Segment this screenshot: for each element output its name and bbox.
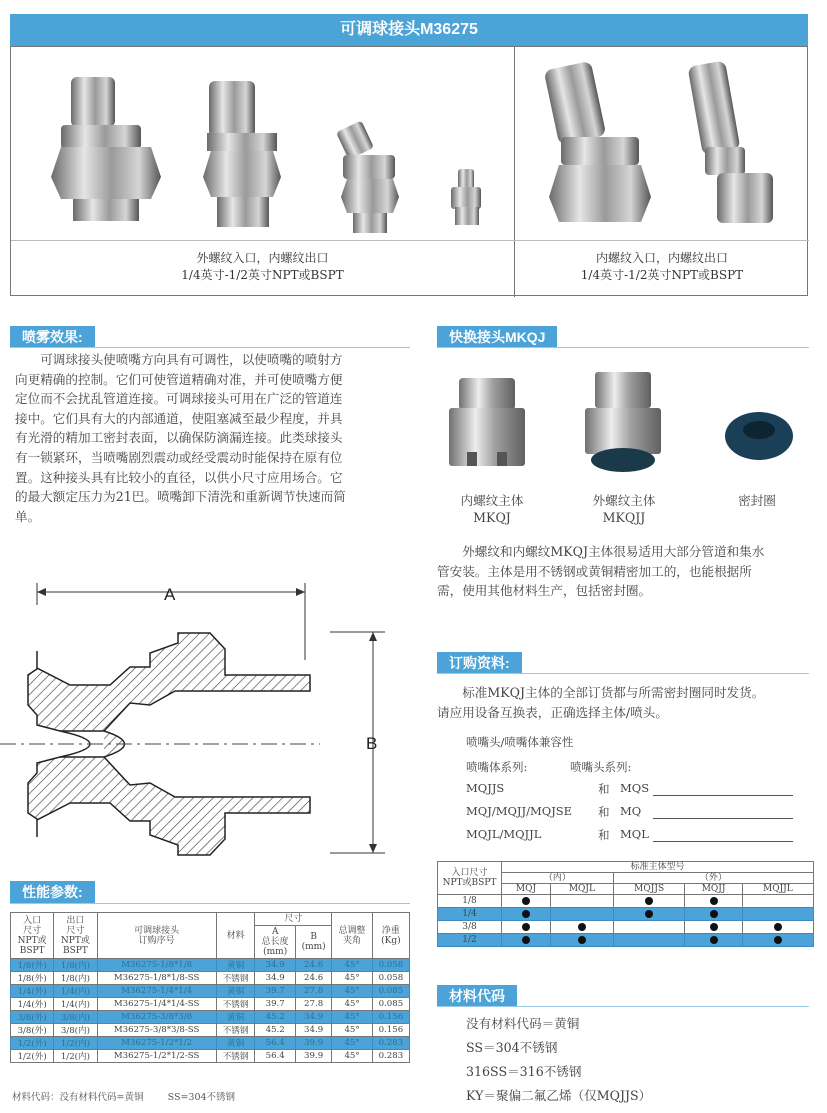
availability-dot-icon	[522, 923, 530, 931]
compat-head-3: MQL	[620, 827, 649, 841]
std-mark-cell	[551, 895, 614, 908]
std-mark-cell	[551, 934, 614, 947]
compat-body-2: MQJ/MQJJ/MQJSE	[466, 804, 573, 818]
fitting-photos	[11, 47, 809, 240]
compat-and-1: 和	[598, 782, 610, 796]
std-mark-cell	[685, 934, 742, 947]
material-line: 没有材料代码＝黄铜	[466, 1016, 580, 1031]
quick-coupling-heading: 快换接头MKQJ	[437, 326, 557, 348]
table-row: 1/8(外) 1/8(内) M36275-1/8*1/8 黄铜 34.9 24.6 45° 0.058	[11, 959, 410, 972]
availability-dot-icon	[522, 936, 530, 944]
std-size-cell: 3/8	[438, 921, 502, 934]
availability-dot-icon	[774, 923, 782, 931]
std-mark-cell	[685, 895, 742, 908]
std-size-cell: 1/2	[438, 934, 502, 947]
dim-label-b: B	[366, 734, 378, 753]
std-row	[438, 895, 814, 908]
col-outlet: 出口 尺寸 NPT或 BSPT	[54, 913, 97, 959]
table-row: 3/8(外) 3/8(内) M36275-3/8*3/8 黄铜 45.2 34.9 45° 0.156	[11, 1011, 410, 1024]
std-size-cell: 1/4	[438, 908, 502, 921]
ball-joint-photo-4	[451, 169, 481, 225]
std-title: 标准主体型号	[502, 862, 814, 873]
compat-head-1: MQS	[620, 781, 650, 795]
col-a: A 总长度 (mm)	[255, 926, 295, 959]
availability-dot-icon	[522, 897, 530, 905]
availability-dot-icon	[710, 910, 718, 918]
body-series-label: 喷嘴体系列:	[466, 760, 528, 774]
material-line: SS＝304不锈钢	[466, 1040, 558, 1055]
order-info-text: 标准MKQJ主体的全部订货都与所需密封圈同时发货。 请应用设备互换表，正确选择主体/喷头。	[437, 685, 765, 720]
std-mark-cell	[502, 908, 551, 921]
coupling-photos	[437, 360, 809, 485]
head-series-label: 喷嘴头系列:	[570, 760, 632, 774]
availability-dot-icon	[645, 910, 653, 918]
std-mark-cell	[551, 921, 614, 934]
col-angle: 总调整 夹角	[332, 913, 372, 959]
left-caption: 外螺纹入口，内螺纹出口 1/4英寸-1/2英寸NPT或BSPT	[181, 251, 344, 282]
seal-ring-photo	[725, 412, 793, 460]
std-size-cell: 1/8	[438, 895, 502, 908]
availability-dot-icon	[774, 936, 782, 944]
ball-joint-photo-2	[203, 81, 281, 227]
std-mark-cell	[613, 921, 685, 934]
col-order: 可调球接头 订购序号	[97, 913, 216, 959]
std-mark-cell	[613, 934, 685, 947]
material-code-heading: 材料代码	[437, 985, 517, 1007]
spray-effect-heading: 喷雾效果:	[10, 326, 95, 348]
compat-title: 喷嘴头/喷嘴体兼容性	[466, 735, 574, 749]
col-material: 材料	[216, 913, 255, 959]
availability-dot-icon	[645, 897, 653, 905]
std-row	[438, 921, 814, 934]
std-mark-cell	[551, 908, 614, 921]
std-mark-cell	[742, 908, 813, 921]
page-title: 可调球接头M36275	[10, 14, 808, 46]
availability-dot-icon	[522, 910, 530, 918]
availability-dot-icon	[710, 897, 718, 905]
ball-joint-photo-3	[336, 120, 399, 233]
std-mark-cell	[742, 921, 813, 934]
compat-body-3: MQJL/MQJJL	[466, 827, 542, 841]
dim-label-a: A	[164, 585, 176, 604]
ball-joint-photo-6	[687, 60, 773, 223]
cross-section-diagram	[0, 575, 415, 865]
mkqj-label: 内螺纹主体 MKQJ	[460, 493, 524, 525]
seal-label: 密封圈	[738, 493, 776, 508]
std-col-mqjjl: MQJJL	[742, 884, 813, 895]
std-mark-cell	[742, 934, 813, 947]
table-row: 1/4(外) 1/4(内) M36275-1/4*1/4 黄铜 39.7 27.8 45° 0.085	[11, 985, 410, 998]
table-row: 1/2(外) 1/2(内) M36275-1/2*1/2 黄铜 56.4 39.9 45° 0.283	[11, 1037, 410, 1050]
std-mark-cell	[502, 921, 551, 934]
std-outer: （外）	[613, 873, 813, 884]
std-mark-cell	[502, 934, 551, 947]
std-col-mqjj: MQJJ	[685, 884, 742, 895]
std-col-mqjjs: MQJJS	[613, 884, 685, 895]
std-col-inlet: 入口尺寸 NPT或BSPT	[438, 862, 502, 895]
performance-heading: 性能参数:	[10, 881, 95, 903]
compat-and-3: 和	[598, 828, 610, 842]
table-row: 1/2(外) 1/2(内) M36275-1/2*1/2-SS 不锈钢 56.4 39.9 45° 0.283	[11, 1050, 410, 1063]
std-mark-cell	[613, 908, 685, 921]
availability-dot-icon	[578, 923, 586, 931]
std-row	[438, 908, 814, 921]
order-info-heading: 订购资料:	[437, 652, 522, 674]
table-row: 1/4(外) 1/4(内) M36275-1/4*1/4-SS 不锈钢 39.7 27.8 45° 0.085	[11, 998, 410, 1011]
ball-joint-photo-5	[544, 61, 651, 222]
std-inner: （内）	[502, 873, 614, 884]
coupling-text: 外螺纹和内螺纹MKQJ主体很易适用大部分管道和集水 管安装。主体是用不锈钢或黄铜精密加工的，也能根据所 需，使用其他材料生产，包括密封圈。	[437, 544, 765, 599]
col-b: B (mm)	[295, 926, 331, 959]
mkqjj-label: 外螺纹主体 MKQJJ	[592, 493, 656, 525]
std-mark-cell	[685, 921, 742, 934]
compat-and-2: 和	[598, 805, 610, 819]
col-weight: 净重 (Kg)	[372, 913, 409, 959]
material-footnote: 材料代码：没有材料代码=黄铜 SS=304不锈钢	[12, 1092, 236, 1103]
availability-dot-icon	[578, 936, 586, 944]
std-mark-cell	[502, 895, 551, 908]
spray-effect-text: 可调球接头使喷嘴方向具有可调性，以使喷嘴的喷射方 向更精确的控制。它们可使管道精确对准，并可使喷嘴方便 定位而不会扰乱管道连接。可调球接头可用在广泛的管道连 接中。它们具有大的内部通道，使阻塞减至最少程度，并具 有光滑的精加工密封表面，以确保防滴漏连接。此类球接头 有一锁紧环，当喷嘴剧烈震动或经受震动时能保持在原有位 置。这种接头具有比较小的直径，以供小尺寸应用场合。它 的最大额定压力为21巴。喷嘴卸下清洗和重新调节快速而简 单。	[15, 352, 346, 524]
standard-body-table	[437, 861, 814, 947]
col-size: 尺寸	[255, 913, 332, 926]
mkqj-photo	[449, 378, 525, 466]
std-col-mqj: MQJ	[502, 884, 551, 895]
table-row: 3/8(外) 3/8(内) M36275-3/8*3/8-SS 不锈钢 45.2 34.9 45° 0.156	[11, 1024, 410, 1037]
availability-dot-icon	[710, 923, 718, 931]
ball-joint-photo-1	[51, 77, 161, 221]
performance-table	[10, 912, 410, 1063]
material-line: KY＝聚偏二氟乙烯（仅MQJJS）	[466, 1088, 652, 1103]
right-caption: 内螺纹入口，内螺纹出口 1/4英寸-1/2英寸NPT或BSPT	[580, 251, 744, 282]
product-photo-panel	[10, 46, 808, 296]
std-row	[438, 934, 814, 947]
std-mark-cell	[685, 908, 742, 921]
std-mark-cell	[613, 895, 685, 908]
std-col-mqjl: MQJL	[551, 884, 614, 895]
std-mark-cell	[742, 895, 813, 908]
compat-body-1: MQJJS	[466, 781, 505, 795]
table-row: 1/8(外) 1/8(内) M36275-1/8*1/8-SS 不锈钢 34.9 24.6 45° 0.058	[11, 972, 410, 985]
material-line: 316SS＝316不锈钢	[466, 1064, 582, 1079]
compat-head-2: MQ	[620, 804, 642, 818]
col-inlet: 入口 尺寸 NPT或 BSPT	[11, 913, 54, 959]
mkqjj-photo	[585, 372, 661, 472]
availability-dot-icon	[710, 936, 718, 944]
